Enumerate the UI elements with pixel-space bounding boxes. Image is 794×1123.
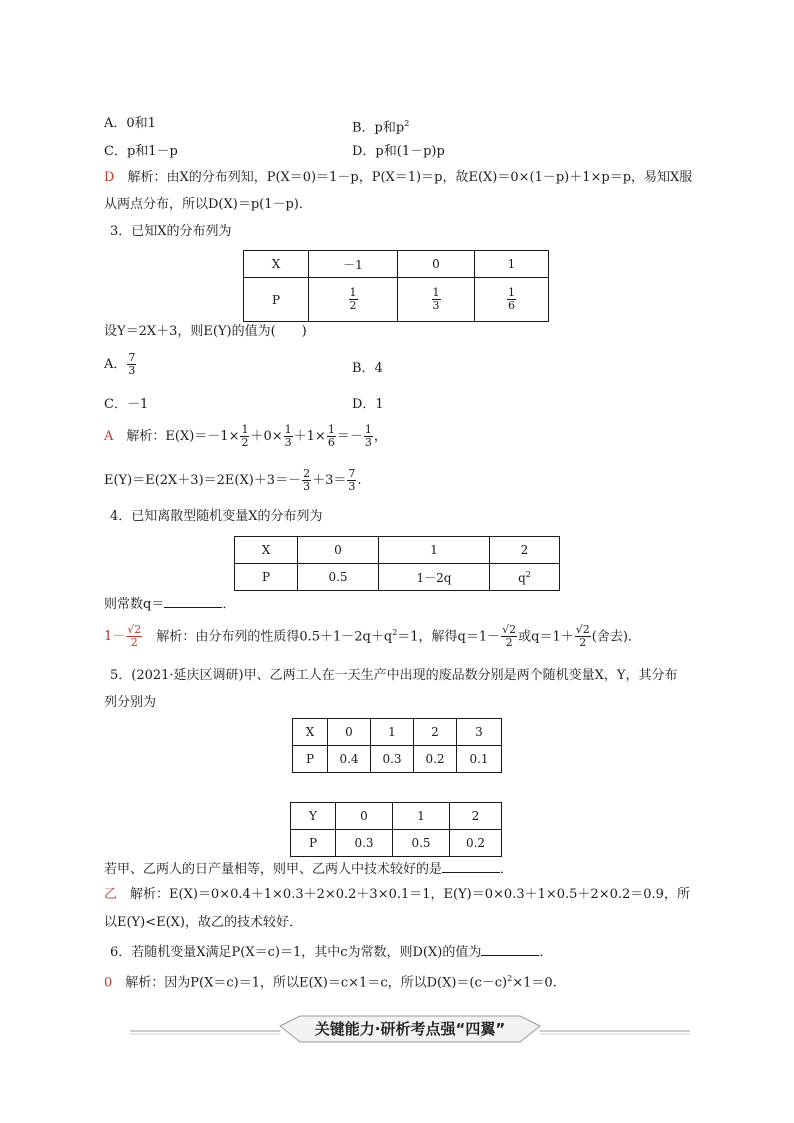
table-cell: X (235, 537, 298, 564)
table-cell: $\frac{1}{2}$ (309, 278, 398, 322)
section-title: 关键能力·研析考点强“四翼” (314, 1020, 506, 1038)
table-cell: 1－2q (379, 564, 490, 591)
table-cell: P (244, 278, 309, 322)
table-cell: 0.5 (298, 564, 379, 591)
table-cell: X (244, 251, 309, 278)
table-cell: 0.5 (393, 830, 450, 857)
section-banner (130, 1014, 690, 1044)
q5-solution-line2: 以E(Y)<E(X)，故乙的技术较好． (104, 915, 302, 930)
table-cell: 0 (398, 251, 475, 278)
q2-solution-line2: 从两点分布，所以D(X)＝p(1－p)． (104, 197, 312, 212)
q5-stem-line1: 5．(2021·延庆区调研)甲、乙两工人在一天生产中出现的废品数分别是两个随机变量X，Y，其分布 (110, 668, 678, 683)
q3-option-d: D．1 (352, 397, 384, 412)
table-cell: 1 (475, 251, 549, 278)
table-cell: 1 (379, 537, 490, 564)
q3-option-c: C．－1 (104, 397, 149, 412)
q6-stem: 6．若随机变量X满足P(X＝c)＝1，其中c为常数，则D(X)的值为 ． (110, 945, 553, 960)
q3-question: 设Y＝2X＋3，则E(Y)的值为( ) (104, 324, 307, 339)
table-cell: 1 (393, 803, 450, 830)
q2-option-d: D．p和(1－p)p (352, 144, 445, 159)
q6-answer: 0 (104, 975, 113, 991)
table-cell: $\frac{1}{3}$ (398, 278, 475, 322)
q3-answer-letter: A (104, 429, 114, 444)
table-cell: 0 (328, 719, 371, 746)
table-cell: 2 (414, 719, 457, 746)
answer-blank (164, 595, 222, 608)
table-cell: $q^2$ (490, 564, 560, 591)
q5-question: 若甲、乙两人的日产量相等，则甲、乙两人中技术较好的是 ． (104, 862, 514, 877)
table-cell: －1 (309, 251, 398, 278)
table-cell: 0.3 (371, 746, 414, 773)
q5-stem-line2: 列分别为 (104, 695, 157, 710)
table-cell: 0.1 (457, 746, 502, 773)
table-cell: P (291, 830, 336, 857)
table-cell: X (293, 719, 328, 746)
q3-solution-line1: A 解析：E(X)＝－1× $\frac{1}{2}$ ＋0× $\frac{1}{3}$ ＋1× $\frac{1}{6}$ ＝－ $\frac{1}{3}$ ， (104, 423, 387, 449)
q2-solution-line1: D 解析：由X的分布列知，P(X＝0)＝1－p，P(X＝1)＝p，故E(X)＝0×(1－p)＋1×p＝p，易知X服 (104, 170, 693, 185)
q4-answer: 1－ $\frac{√2}{2}$ (104, 623, 142, 650)
q2-option-b: B．p和$p^2$ (352, 119, 410, 136)
table-cell: 0.2 (450, 830, 502, 857)
q3-option-a: A． $\frac{7}{3}$ (104, 351, 136, 377)
answer-blank (442, 860, 500, 873)
q2-option-a: A．0和1 (104, 116, 156, 131)
table-cell: Y (291, 803, 336, 830)
table-cell: 0 (298, 537, 379, 564)
table-cell: $\frac{1}{6}$ (475, 278, 549, 322)
q2-option-c: C．p和1－p (104, 144, 178, 159)
table-cell: 2 (450, 803, 502, 830)
table-cell: 0.4 (328, 746, 371, 773)
q5-solution-line1: 乙 解析：E(X)＝0×0.4＋1×0.3＋2×0.2＋3×0.1＝1，E(Y)＝0×0.3＋1×0.5＋2×0.2＝0.9，所 (104, 887, 690, 902)
q4-stem: 4．已知离散型随机变量X的分布列为 (110, 509, 323, 524)
q6-solution: 0 解析：因为P(X＝c)＝1，所以E(X)＝c×1＝c，所以$D(X)=(c-c)^2\times 1=0$. (104, 974, 557, 991)
table-cell: P (293, 746, 328, 773)
q3-solution-line2: E(Y)＝E(2X＋3)＝2E(X)＋3＝－ $\frac{2}{3}$ ＋3＝ $\frac{7}{3}$ . (104, 467, 362, 493)
table-cell: 0 (336, 803, 393, 830)
q5-y-table (290, 802, 502, 857)
q5-answer: 乙 (104, 887, 118, 902)
q4-distribution-table (234, 536, 560, 591)
q3-distribution-table (243, 250, 549, 322)
q4-solution: 1－ $\frac{√2}{2}$ 解析：由分布列的性质得$0.5+1-2q+q^2=1$，解得q＝1－ $\frac{√2}{2}$ 或q＝1＋ $\frac{√2}{2}$ (舍去)． (104, 623, 641, 650)
table-cell: 2 (490, 537, 560, 564)
answer-blank (481, 943, 539, 956)
q3-option-b: B．4 (352, 361, 383, 376)
table-cell: 3 (457, 719, 502, 746)
q5-x-table (292, 718, 502, 773)
q2-answer-letter: D (104, 170, 115, 185)
q4-question: 则常数q＝ ． (104, 597, 236, 612)
table-cell: 0.3 (336, 830, 393, 857)
table-cell: 1 (371, 719, 414, 746)
table-cell: 0.2 (414, 746, 457, 773)
table-cell: P (235, 564, 298, 591)
q3-stem: 3．已知X的分布列为 (110, 224, 232, 239)
